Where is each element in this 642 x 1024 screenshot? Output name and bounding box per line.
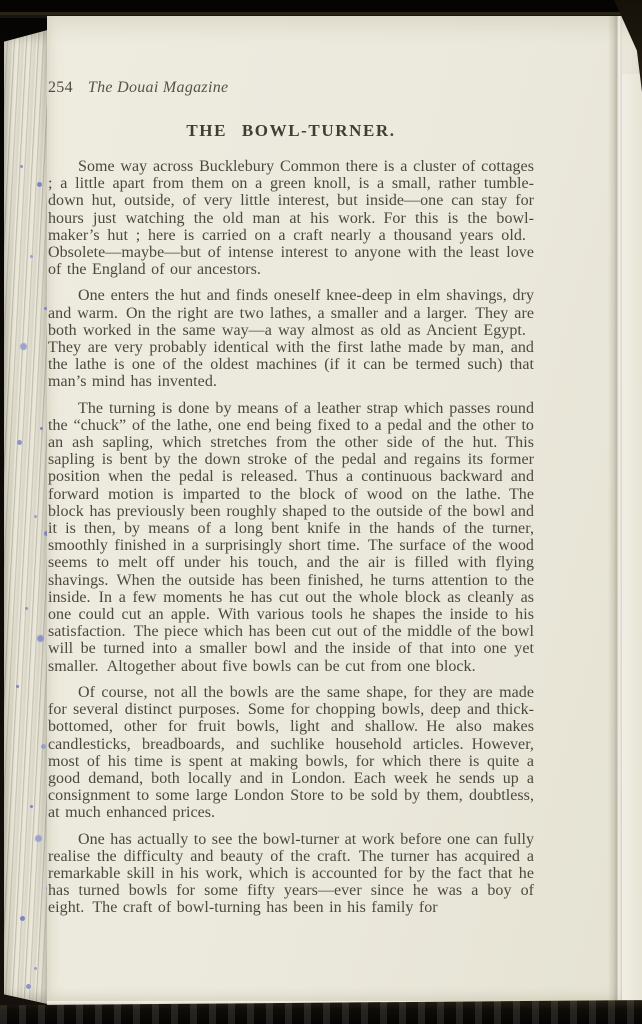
page-number: 254 bbox=[48, 79, 73, 96]
page-edge-speckles bbox=[8, 45, 11, 48]
paragraph-4: Of course, not all the bowls are the same shape, for they are made for several distinct purposes. Some for chopping bowls, deep and thick-bottomed, other for fruit bowls, light and shallow. He also makes candlesticks, breadboards, and suchlike household articles. However, most of his time is spent at making bowls, for which there is quite a good demand, both locally and in London. Each week he sends up a consignment to some large London Store to be sold by them, doubtless, at much enhanced prices. bbox=[48, 683, 534, 822]
page-gutter-crease bbox=[608, 16, 622, 1002]
paragraph-5: One has actually to see the bowl-turner at work before one can fully realise the difficulty and beauty of the craft. The turner has acquired a remarkable skill in his work, which is accounted for by the fact that he has turned bowls for some fifty years—ever since he was a boy of eight. The craft of bowl-turning has been in his family for bbox=[48, 830, 534, 917]
paragraph-1: Some way across Bucklebury Common there is a cluster of cottages ; a little apart from them on a green knoll, is a small, rather tumble-down hut, outside, of very little interest, but inside—one can stay for hours just watching the old man at his work. For this is the bowl-maker’s hut ; here is carried on a craft nearly a thousand years old. Obsolete—maybe—but of intense interest to anyone with the least love of the England of our ancestors. bbox=[48, 158, 534, 279]
next-page-edge bbox=[622, 74, 642, 1002]
page-edges-stack bbox=[4, 30, 48, 1004]
article-body bbox=[48, 158, 534, 917]
running-header bbox=[48, 79, 228, 97]
journal-title: The Douai Magazine bbox=[87, 79, 229, 96]
article-title: THE BOWL-TURNER. bbox=[186, 121, 396, 140]
paragraph-2: One enters the hut and finds oneself knee-deep in elm shavings, dry and warm. On the right are two lathes, a smaller and a larger. They are both worked in the same way—a way almost as old as Ancient Egypt. They are very probably identical with the first lathe made by man, and the lathe is one of the oldest machines (if it can be termed such) that man’s mind has invented. bbox=[48, 287, 534, 391]
paragraph-3: The turning is done by means of a leather strap which passes round the “chuck” of the lathe, one end being fixed to a pedal and the other to an ash sapling, which stretches from the other side of the hut. This sapling is bent by the down stroke of the pedal and regains its former position when the pedal is released. Thus a continuous backward and forward motion is imparted to the block of wood on the lathe. The block has previously been roughly shaped to the outside of the bowl and it is then, by means of a long bent knife in the hands of the turner, smoothly finished in a surprisingly short time. The surface of the wood seems to melt off under his touch, and the air is filled with flying shavings. When the outside has been finished, he turns attention to the inside. In a few moments he has cut out the whole block as cleanly as one could cut an apple. With various tools he shapes the inside to his satisfaction. The piece which has been cut out of the middle of the bowl will be turned into a smaller bowl and the inside of that into one yet smaller. Altogether about five bowls can be cut from one block. bbox=[48, 399, 534, 675]
